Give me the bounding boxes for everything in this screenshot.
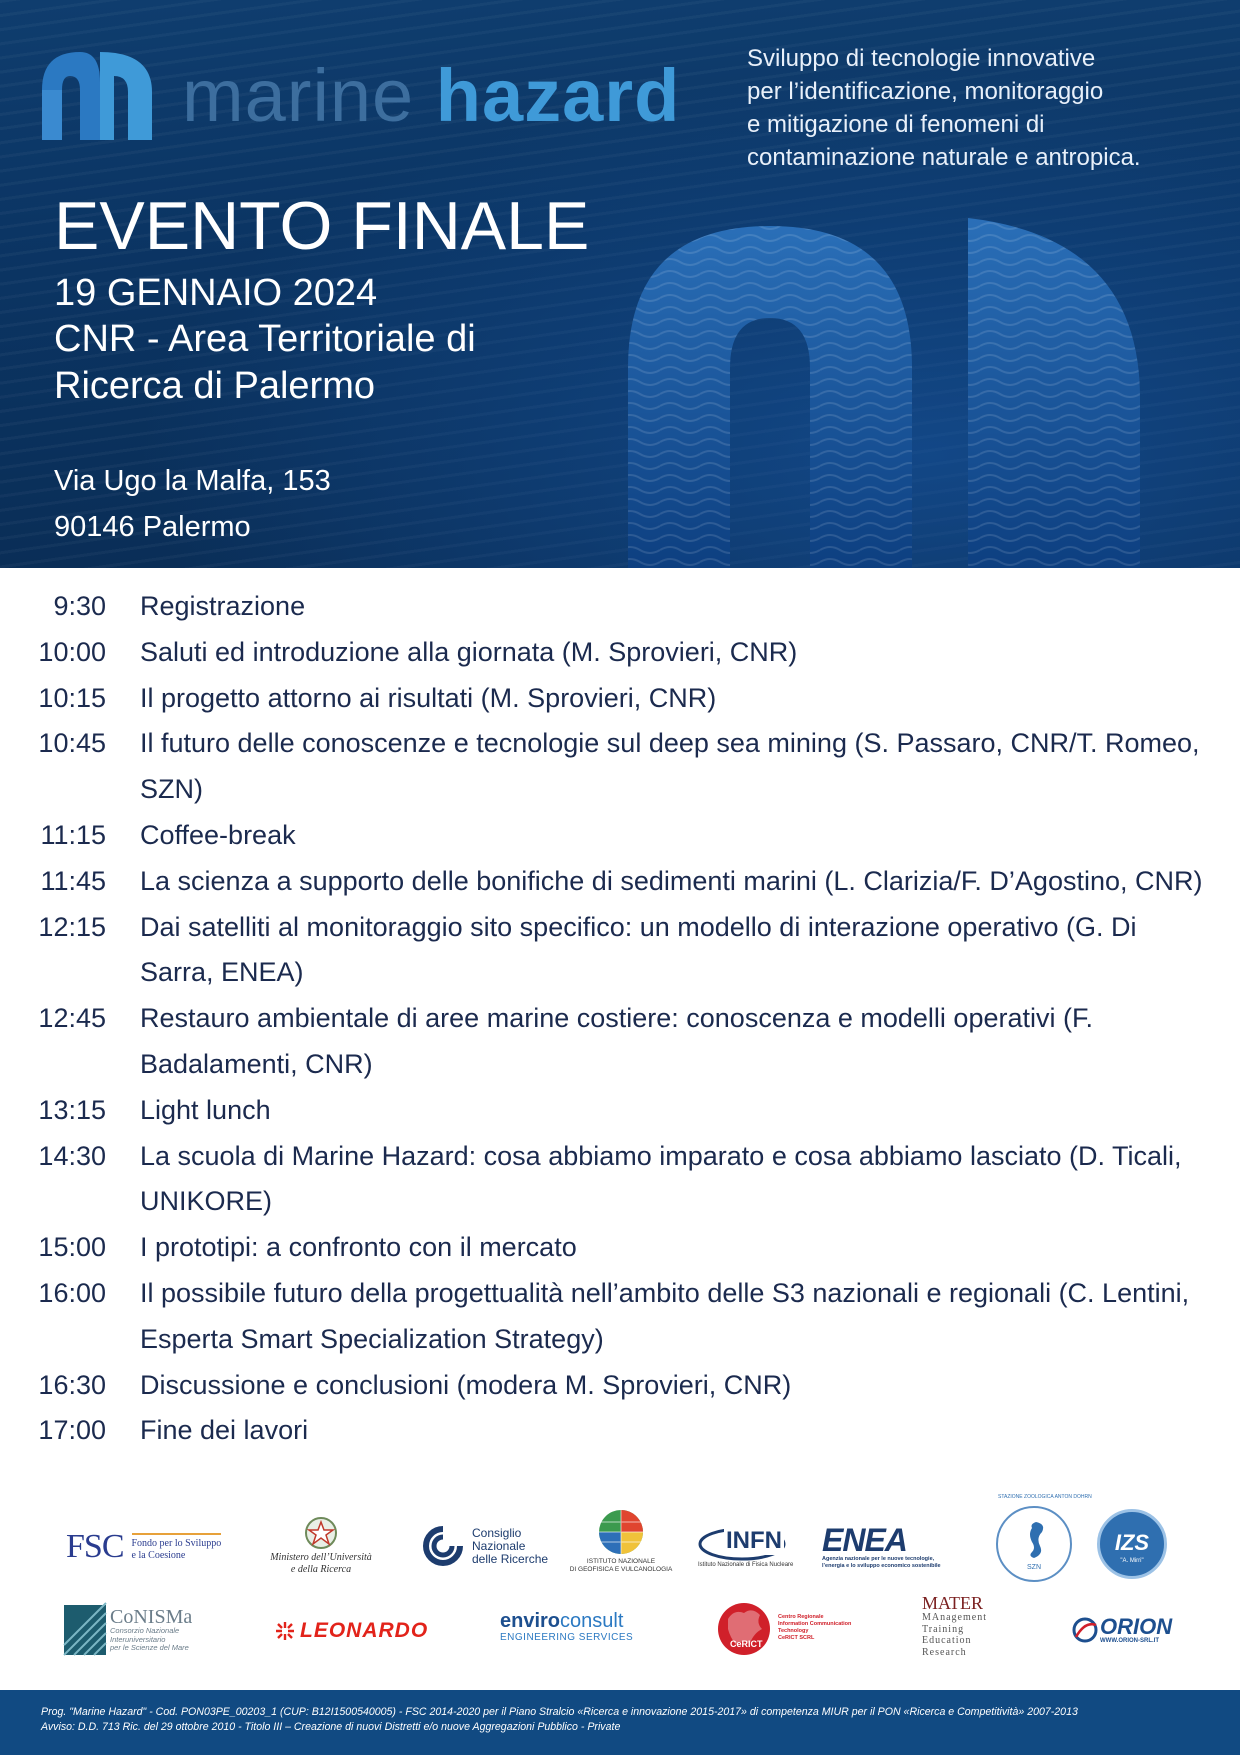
infn-abbr: INFN (726, 1527, 782, 1554)
izs-sub: "A. Mirri" (1120, 1558, 1144, 1564)
program-time: 14:30 (38, 1140, 106, 1171)
cnr-mark-icon (420, 1523, 466, 1569)
program-row (0, 1408, 1240, 1454)
szn-logo (996, 1494, 1092, 1582)
enea-text: Agenzia nazionale per le nuove tecnologie, (822, 1556, 935, 1562)
conisma-logo (64, 1602, 204, 1658)
enea-logo (822, 1524, 957, 1574)
mater-abbr: MATER (922, 1593, 984, 1613)
program-row (0, 996, 1240, 1088)
infn-logo (698, 1522, 794, 1574)
fsc-logo (66, 1522, 241, 1572)
conisma-text: Consorzio Nazionale (110, 1626, 180, 1636)
funding-footer (0, 1690, 1240, 1755)
szn-abbr: SZN (1027, 1564, 1041, 1571)
program-item: Il futuro delle conoscenze e tecnologie sul deep sea mining (S. Passaro, CNR/T. Romeo, SZN) (140, 728, 1200, 805)
event-date: 19 GENNAIO 2024 (54, 272, 378, 314)
arch-logo-graphic (620, 218, 1140, 568)
seahorse-icon (1022, 1520, 1050, 1560)
ingv-text: DI GEOFISICA E VULCANOLOGIA (569, 1566, 673, 1573)
program-item: Fine dei lavori (140, 1415, 309, 1446)
mater-logo (922, 1594, 998, 1666)
program-row (0, 1088, 1240, 1134)
program-item: Registrazione (140, 591, 306, 621)
program-time: 10:00 (38, 636, 106, 667)
mater-text: MAnagement (922, 1612, 987, 1623)
program-time: 13:15 (38, 1094, 106, 1125)
orion-mark-icon (1072, 1617, 1098, 1643)
footer-line: Avviso: D.D. 713 Ric. del 29 ottobre 2010 - Titolo III – Creazione di nuovi Distretti e/o nuove Aggregazioni Pubblico - Private (41, 1721, 621, 1733)
cerict-logo (716, 1598, 856, 1658)
program-time: 9:30 (53, 591, 106, 621)
program-item: I prototipi: a confronto con il mercato (140, 1232, 577, 1263)
footer-line: Prog. "Marine Hazard" - Cod. PON03PE_00203_1 (CUP: B12I1500540005) - FSC 2014-2020 per il Piano Stralcio «Ricerca e innovazione 2015-2017» di competenza MIUR per il PON «Ricerca e Competitività» 2007-2013 (41, 1706, 1078, 1718)
leonardo-text: LEONARDO (300, 1619, 429, 1642)
cerict-text: CeRICT SCRL (778, 1635, 815, 1641)
partner-logos (0, 1494, 1240, 1680)
program-time: 16:30 (38, 1369, 106, 1400)
hero-banner (0, 0, 1240, 568)
program-time: 10:45 (38, 728, 106, 759)
event-venue (54, 316, 476, 410)
program-schedule (0, 584, 1240, 1454)
program-row (0, 721, 1240, 813)
cnr-text: delle Ricerche (472, 1551, 549, 1566)
event-address (54, 458, 331, 550)
program-time: 10:15 (38, 682, 106, 713)
enviro-sub: ENGINEERING SERVICES (500, 1632, 634, 1643)
program-item: Restauro ambientale di aree marine costiere: conoscenza e modelli operativi (F. Badalamenti, CNR) (140, 1003, 1093, 1079)
program-time: 11:15 (40, 819, 106, 850)
cnr-text: Nazionale (472, 1538, 526, 1553)
mater-text: Education (922, 1635, 972, 1646)
miur-text: Ministero dell’Università (270, 1552, 372, 1563)
tagline-line: e mitigazione di fenomeni di (747, 111, 1045, 138)
mater-text: Training (922, 1623, 965, 1635)
conisma-text: Interuniversitario (110, 1634, 166, 1644)
orion-logo (1072, 1610, 1184, 1650)
izs-logo (1097, 1508, 1179, 1580)
program-row (0, 1363, 1240, 1409)
program-row (0, 1134, 1240, 1226)
address-street: Via Ugo la Malfa, 153 (54, 465, 331, 497)
cerict-text: Technology (778, 1628, 809, 1634)
cerict-text: Centro Regionale (778, 1614, 824, 1620)
program-item: La scienza a supporto delle bonifiche di sedimenti marini (L. Clarizia/F. D’Agostino, CNR) (140, 865, 1203, 896)
conisma-mark-icon (64, 1605, 106, 1655)
program-item: Il possibile futuro della progettualità nell’ambito delle S3 nazionali e regionali (C. Lentini, Esperta Smart Specialization Strategy) (140, 1277, 1190, 1354)
program-time: 17:00 (38, 1415, 106, 1446)
logo-word-marine: marine (182, 54, 415, 137)
mater-text: Research (922, 1646, 967, 1658)
tagline-line: per l’identificazione, monitoraggio (747, 78, 1104, 105)
miur-text: e della Ricerca (290, 1564, 352, 1575)
tagline-line: Sviluppo di tecnologie innovative (747, 45, 1096, 72)
orion-abbr: ORION (1100, 1614, 1173, 1639)
logo-wordmark (182, 54, 680, 138)
cerict-abbr: CeRICT (730, 1639, 763, 1649)
fsc-text: e la Coesione (131, 1549, 186, 1561)
marine-hazard-logo (42, 52, 702, 144)
venue-line: Ricerca di Palermo (54, 365, 375, 407)
miur-logo (258, 1516, 384, 1586)
cnr-logo (420, 1520, 550, 1572)
logo-word-hazard: hazard (435, 54, 681, 137)
program-row (0, 859, 1240, 905)
program-row (0, 1225, 1240, 1271)
enea-abbr: ENEA (822, 1522, 907, 1558)
program-item: Coffee-break (140, 819, 296, 850)
program-item: Discussione e conclusioni (modera M. Sprovieri, CNR) (140, 1369, 792, 1400)
emblem-icon (304, 1516, 338, 1550)
cnr-text: Consiglio (472, 1525, 522, 1540)
enviro-word-2: consult (560, 1610, 624, 1632)
project-tagline (747, 42, 1227, 174)
program-row (0, 630, 1240, 676)
globe-icon (597, 1508, 645, 1556)
program-row (0, 584, 1240, 630)
szn-text: STAZIONE ZOOLOGICA ANTON DOHRN (998, 1494, 1092, 1500)
infn-text: Istituto Nazionale di Fisica Nucleare (698, 1562, 794, 1568)
program-row (0, 676, 1240, 722)
program-time: 16:00 (38, 1277, 106, 1308)
leonardo-mark-icon (274, 1620, 296, 1642)
program-row (0, 813, 1240, 859)
orion-sub: WWW.ORION-SRL.IT (1100, 1638, 1159, 1644)
event-title: EVENTO FINALE (54, 188, 590, 264)
program-item: Light lunch (140, 1094, 271, 1125)
program-item: La scuola di Marine Hazard: cosa abbiamo imparato e cosa abbiamo lasciato (D. Ticali, UNIKORE) (140, 1140, 1182, 1217)
program-item: Il progetto attorno ai risultati (M. Sprovieri, CNR) (140, 682, 717, 713)
conisma-abbr: CoNISMa (110, 1606, 193, 1629)
enviroconsult-logo (500, 1610, 650, 1650)
program-time: 12:45 (38, 1003, 106, 1034)
conisma-text: per le Scienze del Mare (110, 1643, 189, 1653)
program-row (0, 905, 1240, 997)
program-time: 15:00 (38, 1232, 106, 1263)
fsc-text: Fondo per lo Sviluppo (131, 1537, 222, 1549)
address-city: 90146 Palermo (54, 511, 251, 543)
enea-text: l’energia e lo sviluppo economico sostenibile (822, 1563, 941, 1569)
program-item: Dai satelliti al monitoraggio sito specifico: un modello di interazione operativo (G. Di Sarra, ENEA) (140, 911, 1137, 988)
enviro-word-1: enviro (500, 1610, 561, 1632)
fsc-abbr: FSC (66, 1528, 124, 1565)
tagline-line: contaminazione naturale e antropica. (747, 144, 1141, 171)
ingv-text: ISTITUTO NAZIONALE (586, 1558, 656, 1565)
program-time: 12:15 (38, 911, 106, 942)
izs-abbr: IZS (1114, 1530, 1150, 1555)
ingv-logo (569, 1508, 673, 1580)
leonardo-logo (274, 1618, 444, 1644)
arch-logo-icon (42, 52, 152, 140)
program-time: 11:45 (40, 865, 106, 896)
program-item: Saluti ed introduzione alla giornata (M. Sprovieri, CNR) (140, 636, 798, 667)
program-row (0, 1271, 1240, 1363)
cerict-text: Information Communication (778, 1621, 852, 1627)
venue-line: CNR - Area Territoriale di (54, 318, 476, 360)
